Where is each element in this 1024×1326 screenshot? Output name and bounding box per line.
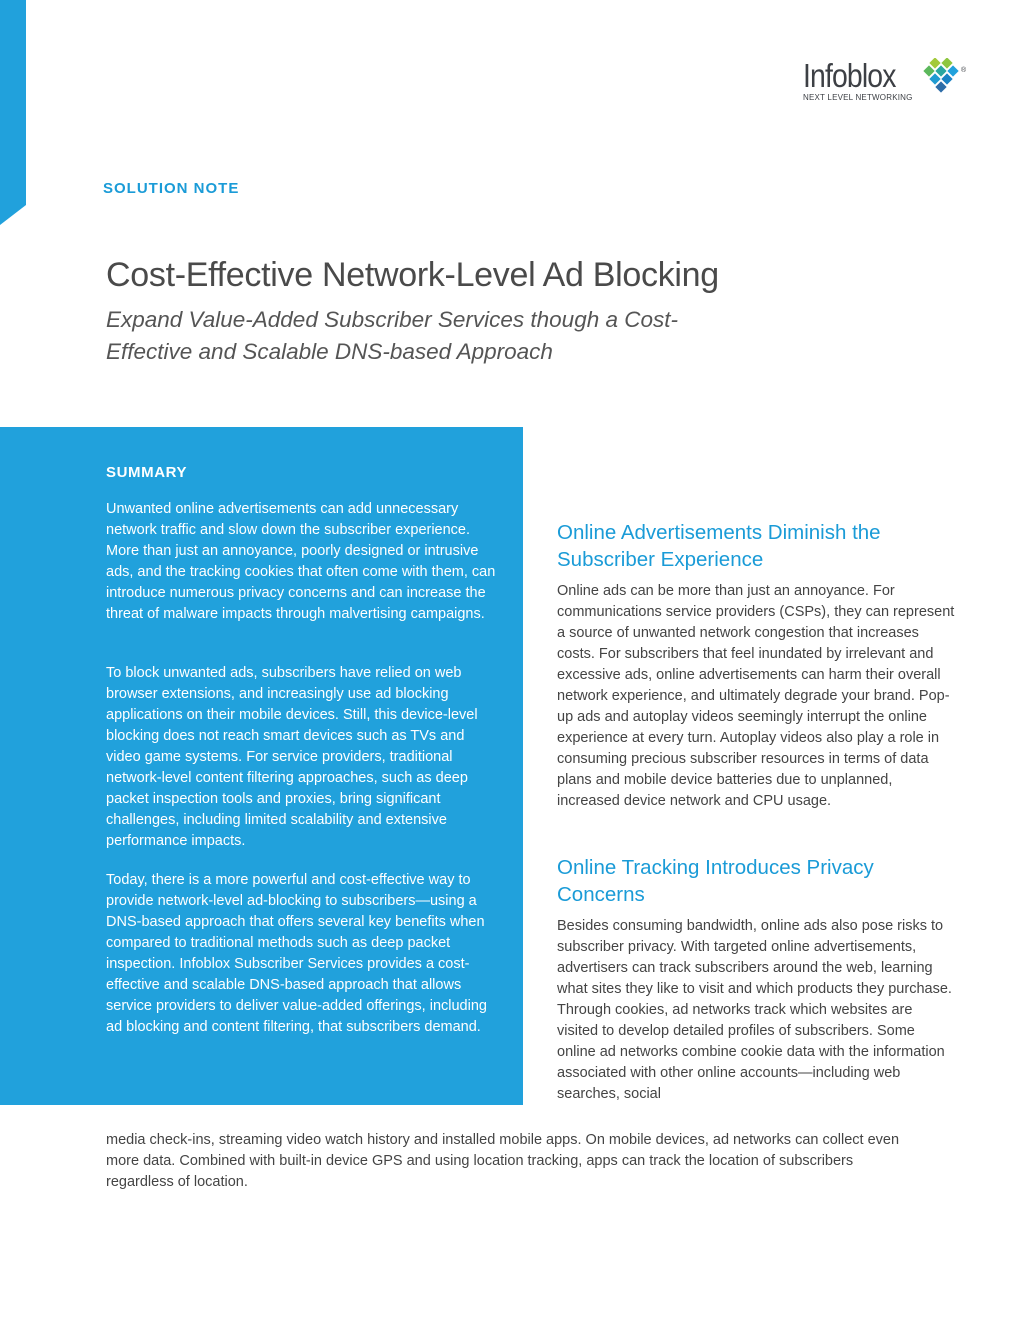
logo-wordmark: Infoblox bbox=[803, 57, 896, 94]
edge-accent-tab bbox=[0, 0, 26, 225]
page-title: Cost-Effective Network-Level Ad Blocking bbox=[106, 256, 719, 294]
logo-tagline: NEXT LEVEL NETWORKING bbox=[803, 93, 913, 102]
summary-heading: SUMMARY bbox=[106, 464, 188, 481]
logo-diamond-icon bbox=[921, 58, 969, 100]
summary-paragraph-3: Today, there is a more powerful and cost-effective way to provide network-level ad-blocking to subscribers—using a DNS-based approach that offers several key benefits when compared to traditional methods such as deep packet inspection. Infoblox Subscriber Services provides a cost-effective and scalable DNS-based approach that allows service providers to deliver value-added offerings, including ad blocking and content filtering, that subscribers demand. bbox=[106, 872, 487, 1035]
section-text-ads-diminish: Online ads can be more than just an annoyance. For communications service providers (CSPs), they can represent a source of unwanted network congestion that increases costs. For subscribers that feel inundated by irrelevant and excessive ads, online advertisements can harm their overall network experience, and ultimately degrade your brand. Pop-up ads and autoplay videos seemingly interrupt the online experience at every turn. Autoplay videos also play a role in consuming precious subscriber resources in terms of data plans and mobile device batteries due to unplanned, increased device network and CPU usage. bbox=[557, 583, 955, 809]
section-heading-tracking-privacy: Online Tracking Introduces Privacy Concerns bbox=[557, 856, 874, 906]
infoblox-logo[interactable] bbox=[803, 58, 968, 108]
summary-paragraph-1: Unwanted online advertisements can add unnecessary network traffic and slow down the subscriber experience. More than just an annoyance, poorly designed or intrusive ads, and the tracking cookies that often come with them, can introduce numerous privacy concerns and can increase the threat of malware impacts through malvertising campaigns. bbox=[106, 501, 496, 622]
page-subtitle: Expand Value-Added Subscriber Services though a Cost-Effective and Scalable DNS-based Approach bbox=[106, 307, 678, 364]
summary-paragraph-2: To block unwanted ads, subscribers have relied on web browser extensions, and increasingly use ad blocking applications on their mobile devices. Still, this device-level blocking does not reach smart devices such as TVs and video game systems. For service providers, traditional network-level content filtering approaches, such as deep packet inspection tools and proxies, bring significant challenges, including limited scalability and extensive performance impacts. bbox=[106, 665, 478, 849]
section-text-tracking-privacy: Besides consuming bandwidth, online ads also pose risks to subscriber privacy. With targeted online advertisements, advertisers can track subscribers around the web, learning what sites they like to visit and which products they purchase. Through cookies, ad networks track which websites are visited to develop detailed profiles of subscribers. Some online ad networks combine cookie data with the information associated with other online accounts—including web searches, social bbox=[557, 918, 952, 1102]
document-type-label: SOLUTION NOTE bbox=[103, 180, 240, 197]
continuation-paragraph: media check-ins, streaming video watch history and installed mobile apps. On mobile devices, ad networks can collect even more data. Combined with built-in device GPS and using location tracking, apps can track the location of subscribers regardless of location. bbox=[106, 1132, 900, 1190]
logo-registered-mark: ® bbox=[961, 67, 967, 74]
section-heading-ads-diminish: Online Advertisements Diminish the Subscriber Experience bbox=[557, 521, 881, 571]
